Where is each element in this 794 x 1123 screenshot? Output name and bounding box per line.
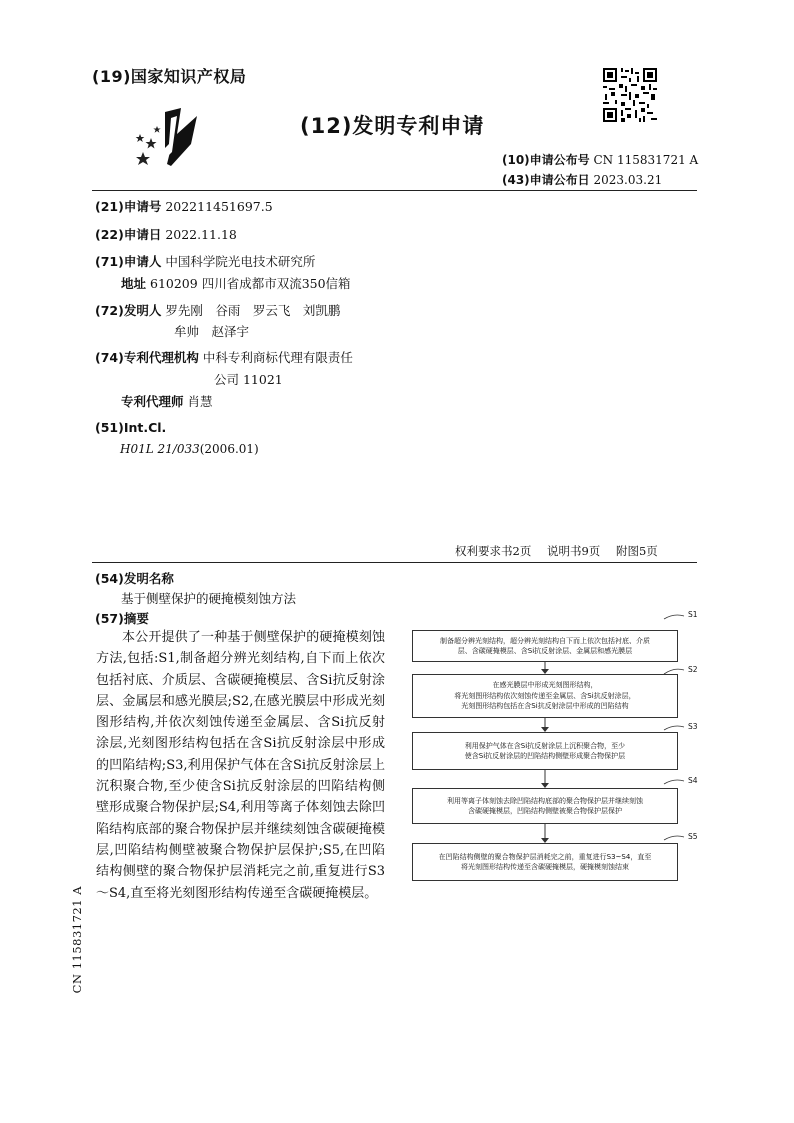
address: 610209 四川省成都市双流350信箱	[150, 276, 351, 291]
flow-step-s3: 利用保护气体在含Si抗反射涂层上沉积聚合物，至少 使含Si抗反射涂层的凹陷结构侧壁形成聚合物保护层	[412, 732, 678, 770]
flow-step-s4: 利用等离子体刻蚀去除凹陷结构底部的聚合物保护层并继续刻蚀 含碳硬掩模层，凹陷结构侧壁被聚合物保护层保护	[412, 788, 678, 824]
step-label-s1: S1	[688, 610, 698, 619]
pages-divider	[92, 562, 697, 563]
filing-date-row	[95, 225, 237, 243]
agent-row	[121, 392, 213, 410]
agent-label: 专利代理师	[121, 394, 184, 409]
publication-date-label: (43)申请公布日	[502, 173, 590, 187]
application-number-label: (21)申请号	[95, 199, 162, 214]
description-pages: 说明书9页	[546, 544, 601, 558]
int-cl-code: H01L 21/033	[120, 442, 200, 456]
inventors-row	[95, 301, 340, 319]
applicant: 中国科学院光电技术研究所	[165, 254, 316, 269]
qr-code	[603, 68, 657, 122]
step-label-s3: S3	[688, 722, 698, 731]
publication-number: CN 115831721 A	[593, 153, 699, 167]
inventors-line-2: 牟帅 赵泽宇	[174, 324, 250, 339]
flow-step-s1: 制备超分辨光刻结构，超分辨光刻结构自下而上依次包括衬底、介质 层、含碳硬掩模层、含Si抗反射涂层、金属层和感光膜层	[412, 630, 678, 662]
agency-label: (74)专利代理机构	[95, 350, 199, 365]
applicant-row	[95, 252, 315, 270]
drawings-pages: 附图5页	[615, 544, 658, 558]
publication-number-row	[502, 151, 698, 168]
agency-row	[95, 348, 353, 366]
step-label-s5: S5	[688, 832, 698, 841]
step-label-s4: S4	[688, 776, 698, 785]
office-name: (19)国家知识产权局	[92, 67, 247, 86]
cnipa-logo	[131, 104, 207, 170]
inventors-label: (72)发明人	[95, 303, 162, 318]
application-number-row	[95, 197, 273, 215]
page-counts	[455, 543, 658, 559]
int-cl-classification	[120, 442, 259, 456]
publication-date-row	[502, 171, 662, 188]
address-row	[121, 274, 351, 292]
publication-date: 2023.03.21	[593, 173, 663, 187]
agent: 肖慧	[187, 394, 213, 409]
int-cl-version: (2006.01)	[199, 442, 259, 456]
step-label-s2: S2	[688, 665, 698, 674]
application-number: 202211451697.5	[165, 199, 273, 214]
abstract-text: 本公开提供了一种基于侧壁保护的硬掩模刻蚀方法,包括:S1,制备超分辨光刻结构,自下而上依次包括衬底、介质层、含碳硬掩模层、含Si抗反射涂层、金属层和感光膜层;S2,在感光膜层中形成光刻图形结构,并依次刻蚀传递至金属层、含Si抗反射涂层,光刻图形结构包括在含Si抗反射涂层中形成的凹陷结构;S3,利用保护气体在含Si抗反射涂层上沉积聚合物,至少使含Si抗反射涂层的凹陷结构侧壁形成聚合物保护层;S4,利用等离子体刻蚀去除凹陷结构底部的聚合物保护层并继续刻蚀含碳硬掩模层,凹陷结构侧壁被聚合物保护层保护;S5,在凹陷结构侧壁的聚合物保护层消耗完之前,重复进行S3～S4,直至将光刻图形结构传递至含碳硬掩模层。	[96, 630, 385, 901]
side-publication-number: CN 115831721 A	[70, 886, 84, 994]
applicant-label: (71)申请人	[95, 254, 162, 269]
filing-date: 2022.11.18	[165, 227, 237, 242]
agency-line-1: 中科专利商标代理有限责任	[202, 350, 353, 365]
invention-title: 基于侧壁保护的硬掩模刻蚀方法	[121, 591, 297, 606]
publication-number-label: (10)申请公布号	[502, 153, 590, 167]
abstract-label: (57)摘要	[95, 611, 149, 626]
filing-date-label: (22)申请日	[95, 227, 162, 242]
invention-title-label: (54)发明名称	[95, 571, 174, 586]
flow-step-s5: 在凹陷结构侧壁的聚合物保护层消耗完之前，重复进行S3~S4，直至 将光刻图形结构传递至含碳硬掩模层，硬掩模刻蚀结束	[412, 843, 678, 881]
inventors-line-1: 罗先刚 谷雨 罗云飞 刘凯鹏	[165, 303, 341, 318]
process-flowchart	[408, 610, 708, 900]
int-cl-label: (51)Int.Cl.	[95, 420, 167, 435]
document-type: (12)发明专利申请	[300, 114, 485, 138]
header-divider	[92, 190, 697, 191]
flow-step-s2: 在感光膜层中形成光刻图形结构， 将光刻图形结构依次刻蚀传递至金属层、含Si抗反射涂层， 光刻图形结构包括在含Si抗反射涂层中形成的凹陷结构	[412, 674, 678, 718]
address-label: 地址	[121, 276, 147, 291]
claims-pages: 权利要求书2页	[455, 544, 532, 558]
agency-line-2: 公司 11021	[214, 372, 283, 387]
